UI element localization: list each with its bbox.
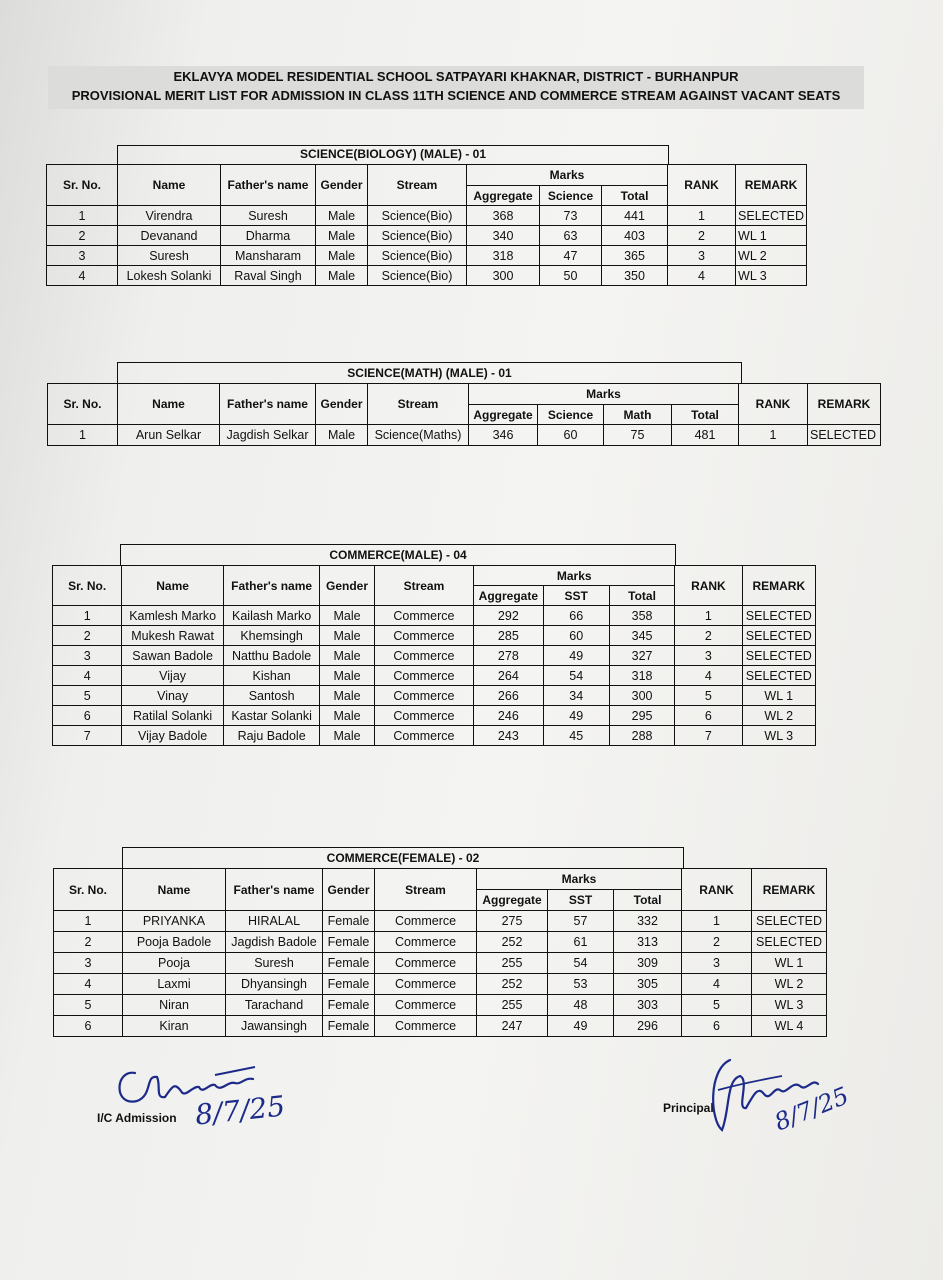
table-cell: 247 [477, 1016, 548, 1037]
col-gender: Gender [323, 869, 375, 911]
table-cell: WL 3 [736, 266, 807, 286]
table-cell: 49 [543, 646, 609, 666]
merit-table-bio [46, 164, 807, 286]
table-cell: Dharma [221, 226, 316, 246]
ic-admission-label: I/C Admission [97, 1111, 177, 1125]
table-cell: Science(Bio) [368, 266, 467, 286]
table-cell: 2 [675, 626, 742, 646]
col-stream: Stream [374, 566, 474, 606]
table-cell: 313 [614, 932, 682, 953]
table-cell: 2 [682, 932, 752, 953]
table-row [53, 686, 816, 706]
table-cell: 54 [548, 953, 614, 974]
table-cell: Science(Bio) [368, 206, 467, 226]
table-cell: Raju Badole [223, 726, 320, 746]
table-cell: WL 1 [742, 686, 815, 706]
col-science: Science [540, 186, 602, 206]
table-cell: Male [316, 266, 368, 286]
table-cell: Female [323, 911, 375, 932]
table-cell: 1 [682, 911, 752, 932]
col-rank: RANK [668, 165, 736, 206]
table-cell: 441 [602, 206, 668, 226]
table-cell: 45 [543, 726, 609, 746]
table-cell: 300 [467, 266, 540, 286]
col-gender: Gender [316, 165, 368, 206]
table-cell: Commerce [374, 726, 474, 746]
table-cell: Male [320, 666, 374, 686]
table-cell: Male [316, 246, 368, 266]
table-cell: Jagdish Selkar [220, 425, 316, 446]
table-cell: 47 [540, 246, 602, 266]
table-cell: 2 [47, 226, 118, 246]
table-cell: Kastar Solanki [223, 706, 320, 726]
table-cell: SELECTED [752, 911, 827, 932]
table-cell: Virendra [118, 206, 221, 226]
table-cell: Kishan [223, 666, 320, 686]
table-cell: 63 [540, 226, 602, 246]
table-row [54, 995, 827, 1016]
table-cell: Male [320, 706, 374, 726]
col-aggregate: Aggregate [477, 890, 548, 911]
table-cell: Commerce [374, 706, 474, 726]
table-cell: PRIYANKA [123, 911, 226, 932]
table-row [54, 1016, 827, 1037]
table-cell: Ratilal Solanki [122, 706, 224, 726]
table-cell: 295 [609, 706, 674, 726]
table-cell: Male [316, 206, 368, 226]
table-cell: 61 [548, 932, 614, 953]
table-cell: 49 [543, 706, 609, 726]
table-cell: Kamlesh Marko [122, 606, 224, 626]
col-name: Name [122, 566, 224, 606]
table-cell: 6 [682, 1016, 752, 1037]
col-stream: Stream [368, 384, 469, 425]
table-cell: 4 [668, 266, 736, 286]
col-aggregate: Aggregate [467, 186, 540, 206]
table-cell: 3 [54, 953, 123, 974]
table-cell: Commerce [375, 932, 477, 953]
col-srno: Sr. No. [48, 384, 118, 425]
table-row [47, 226, 807, 246]
col-remark: REMARK [752, 869, 827, 911]
col-marks: Marks [474, 566, 675, 586]
table-cell: Science(Bio) [368, 246, 467, 266]
table-cell: 4 [682, 974, 752, 995]
table-cell: 345 [609, 626, 674, 646]
col-aggregate: Aggregate [474, 586, 543, 606]
col-srno: Sr. No. [47, 165, 118, 206]
table-cell: Dhyansingh [226, 974, 323, 995]
section-title-bio: SCIENCE(BIOLOGY) (MALE) - 01 [117, 145, 669, 165]
table-cell: WL 3 [742, 726, 815, 746]
table-cell: Suresh [221, 206, 316, 226]
table-cell: 1 [54, 911, 123, 932]
col-name: Name [123, 869, 226, 911]
table-cell: 3 [47, 246, 118, 266]
table-cell: Raval Singh [221, 266, 316, 286]
table-cell: 4 [53, 666, 122, 686]
table-row [54, 974, 827, 995]
table-cell: 7 [675, 726, 742, 746]
col-father: Father's name [226, 869, 323, 911]
col-total: Total [602, 186, 668, 206]
table-cell: Male [320, 686, 374, 706]
table-cell: Suresh [118, 246, 221, 266]
table-row [53, 666, 816, 686]
table-cell: 34 [543, 686, 609, 706]
col-father: Father's name [223, 566, 320, 606]
table-row [53, 626, 816, 646]
table-cell: 368 [467, 206, 540, 226]
col-marks: Marks [477, 869, 682, 890]
table-cell: 1 [53, 606, 122, 626]
table-cell: WL 1 [752, 953, 827, 974]
merit-table-commerce-male [52, 565, 816, 746]
col-marks: Marks [467, 165, 668, 186]
table-cell: SELECTED [742, 626, 815, 646]
table-cell: 252 [477, 932, 548, 953]
table-cell: Commerce [375, 974, 477, 995]
table-cell: Commerce [374, 666, 474, 686]
table-cell: 358 [609, 606, 674, 626]
table-cell: 3 [53, 646, 122, 666]
col-science: Science [538, 405, 604, 425]
ic-admission-date: 8/7/25 [193, 1089, 287, 1132]
table-cell: 54 [543, 666, 609, 686]
table-cell: Vinay [122, 686, 224, 706]
table-cell: Vijay [122, 666, 224, 686]
table-cell: Laxmi [123, 974, 226, 995]
table-cell: Commerce [374, 646, 474, 666]
table-cell: 3 [668, 246, 736, 266]
col-marks: Marks [469, 384, 739, 405]
table-cell: 48 [548, 995, 614, 1016]
table-cell: SELECTED [808, 425, 881, 446]
table-cell: Commerce [375, 995, 477, 1016]
table-cell: 365 [602, 246, 668, 266]
col-remark: REMARK [742, 566, 815, 606]
table-cell: Commerce [375, 911, 477, 932]
table-row [47, 206, 807, 226]
section-title-math: SCIENCE(MATH) (MALE) - 01 [117, 362, 742, 384]
col-total: Total [672, 405, 739, 425]
table-cell: WL 1 [736, 226, 807, 246]
table-cell: 2 [54, 932, 123, 953]
col-math: Math [604, 405, 672, 425]
table-row [48, 425, 881, 446]
table-row [53, 706, 816, 726]
col-rank: RANK [682, 869, 752, 911]
table-cell: Male [320, 726, 374, 746]
col-stream: Stream [375, 869, 477, 911]
table-cell: Male [320, 626, 374, 646]
table-cell: 2 [668, 226, 736, 246]
table-cell: Male [320, 606, 374, 626]
table-cell: Male [316, 226, 368, 246]
table-cell: 49 [548, 1016, 614, 1037]
section-title-commerce-female: COMMERCE(FEMALE) - 02 [122, 847, 684, 869]
table-cell: SELECTED [752, 932, 827, 953]
col-total: Total [609, 586, 674, 606]
table-cell: Science(Maths) [368, 425, 469, 446]
col-rank: RANK [675, 566, 742, 606]
table-cell: 350 [602, 266, 668, 286]
table-cell: HIRALAL [226, 911, 323, 932]
table-cell: 1 [668, 206, 736, 226]
table-cell: Jawansingh [226, 1016, 323, 1037]
table-cell: 50 [540, 266, 602, 286]
table-cell: 4 [47, 266, 118, 286]
table-cell: 73 [540, 206, 602, 226]
table-cell: Santosh [223, 686, 320, 706]
table-cell: 481 [672, 425, 739, 446]
table-cell: Natthu Badole [223, 646, 320, 666]
principal-label: Principal [663, 1101, 714, 1115]
table-cell: 340 [467, 226, 540, 246]
table-cell: 264 [474, 666, 543, 686]
table-cell: 6 [54, 1016, 123, 1037]
table-cell: Kiran [123, 1016, 226, 1037]
table-row [53, 606, 816, 626]
col-father: Father's name [220, 384, 316, 425]
table-cell: Khemsingh [223, 626, 320, 646]
table-row [54, 911, 827, 932]
table-cell: Niran [123, 995, 226, 1016]
table-cell: Arun Selkar [118, 425, 220, 446]
table-cell: WL 2 [742, 706, 815, 726]
table-cell: 5 [54, 995, 123, 1016]
merit-table-math [47, 383, 881, 446]
table-cell: 288 [609, 726, 674, 746]
table-cell: 1 [47, 206, 118, 226]
col-name: Name [118, 165, 221, 206]
table-cell: WL 4 [752, 1016, 827, 1037]
table-cell: 403 [602, 226, 668, 246]
table-cell: Female [323, 995, 375, 1016]
table-cell: Commerce [374, 686, 474, 706]
table-cell: Devanand [118, 226, 221, 246]
table-cell: 5 [675, 686, 742, 706]
table-cell: Science(Bio) [368, 226, 467, 246]
table-cell: Mukesh Rawat [122, 626, 224, 646]
table-cell: SELECTED [742, 606, 815, 626]
table-cell: 296 [614, 1016, 682, 1037]
col-name: Name [118, 384, 220, 425]
col-gender: Gender [320, 566, 374, 606]
table-cell: 285 [474, 626, 543, 646]
table-cell: SELECTED [742, 666, 815, 686]
table-row [53, 646, 816, 666]
col-sst: SST [543, 586, 609, 606]
table-cell: 5 [682, 995, 752, 1016]
school-name: EKLAVYA MODEL RESIDENTIAL SCHOOL SATPAYARI KHAKNAR, DISTRICT - BURHANPUR [173, 69, 739, 84]
list-title: PROVISIONAL MERIT LIST FOR ADMISSION IN CLASS 11TH SCIENCE AND COMMERCE STREAM AGAINST VACANT SEATS [71, 88, 841, 103]
table-cell: 75 [604, 425, 672, 446]
col-gender: Gender [316, 384, 368, 425]
table-cell: 303 [614, 995, 682, 1016]
table-cell: WL 2 [736, 246, 807, 266]
table-cell: 300 [609, 686, 674, 706]
table-cell: 1 [675, 606, 742, 626]
table-cell: Commerce [375, 953, 477, 974]
merit-table-commerce-female [53, 868, 827, 1037]
col-remark: REMARK [808, 384, 881, 425]
table-cell: Female [323, 974, 375, 995]
table-cell: Pooja [123, 953, 226, 974]
table-cell: 2 [53, 626, 122, 646]
table-cell: Vijay Badole [122, 726, 224, 746]
table-cell: 252 [477, 974, 548, 995]
table-cell: Tarachand [226, 995, 323, 1016]
col-stream: Stream [368, 165, 467, 206]
table-cell: 6 [53, 706, 122, 726]
table-row [47, 246, 807, 266]
table-cell: 318 [467, 246, 540, 266]
table-cell: 246 [474, 706, 543, 726]
table-cell: 309 [614, 953, 682, 974]
table-cell: 292 [474, 606, 543, 626]
table-cell: 243 [474, 726, 543, 746]
table-cell: 255 [477, 953, 548, 974]
table-cell: 278 [474, 646, 543, 666]
table-cell: Commerce [374, 606, 474, 626]
table-cell: 60 [543, 626, 609, 646]
table-cell: SELECTED [736, 206, 807, 226]
col-father: Father's name [221, 165, 316, 206]
col-sst: SST [548, 890, 614, 911]
col-aggregate: Aggregate [469, 405, 538, 425]
table-cell: 275 [477, 911, 548, 932]
table-cell: 3 [682, 953, 752, 974]
table-cell: Lokesh Solanki [118, 266, 221, 286]
table-cell: Male [320, 646, 374, 666]
table-cell: Suresh [226, 953, 323, 974]
table-cell: WL 3 [752, 995, 827, 1016]
table-cell: 66 [543, 606, 609, 626]
table-cell: 1 [48, 425, 118, 446]
table-cell: Female [323, 932, 375, 953]
table-cell: Kailash Marko [223, 606, 320, 626]
col-total: Total [614, 890, 682, 911]
table-row [54, 953, 827, 974]
table-cell: 60 [538, 425, 604, 446]
table-cell: 305 [614, 974, 682, 995]
table-cell: 5 [53, 686, 122, 706]
table-cell: Female [323, 1016, 375, 1037]
table-cell: 346 [469, 425, 538, 446]
table-cell: 4 [54, 974, 123, 995]
col-srno: Sr. No. [53, 566, 122, 606]
col-remark: REMARK [736, 165, 807, 206]
table-cell: 57 [548, 911, 614, 932]
table-cell: 1 [739, 425, 808, 446]
table-cell: 332 [614, 911, 682, 932]
table-row [53, 726, 816, 746]
table-row [47, 266, 807, 286]
col-srno: Sr. No. [54, 869, 123, 911]
col-rank: RANK [739, 384, 808, 425]
table-row [54, 932, 827, 953]
section-title-commerce-male: COMMERCE(MALE) - 04 [120, 544, 676, 566]
table-cell: 327 [609, 646, 674, 666]
table-cell: Mansharam [221, 246, 316, 266]
table-cell: 3 [675, 646, 742, 666]
table-cell: 318 [609, 666, 674, 686]
table-cell: WL 2 [752, 974, 827, 995]
table-cell: Female [323, 953, 375, 974]
principal-date: 8/7/25 [770, 1081, 853, 1137]
table-cell: 7 [53, 726, 122, 746]
document-header [48, 66, 864, 109]
table-cell: 266 [474, 686, 543, 706]
table-cell: Commerce [374, 626, 474, 646]
table-cell: Male [316, 425, 368, 446]
table-cell: Commerce [375, 1016, 477, 1037]
table-cell: 255 [477, 995, 548, 1016]
table-cell: SELECTED [742, 646, 815, 666]
table-cell: Jagdish Badole [226, 932, 323, 953]
table-cell: 4 [675, 666, 742, 686]
table-cell: Sawan Badole [122, 646, 224, 666]
table-cell: 6 [675, 706, 742, 726]
table-cell: 53 [548, 974, 614, 995]
table-cell: Pooja Badole [123, 932, 226, 953]
